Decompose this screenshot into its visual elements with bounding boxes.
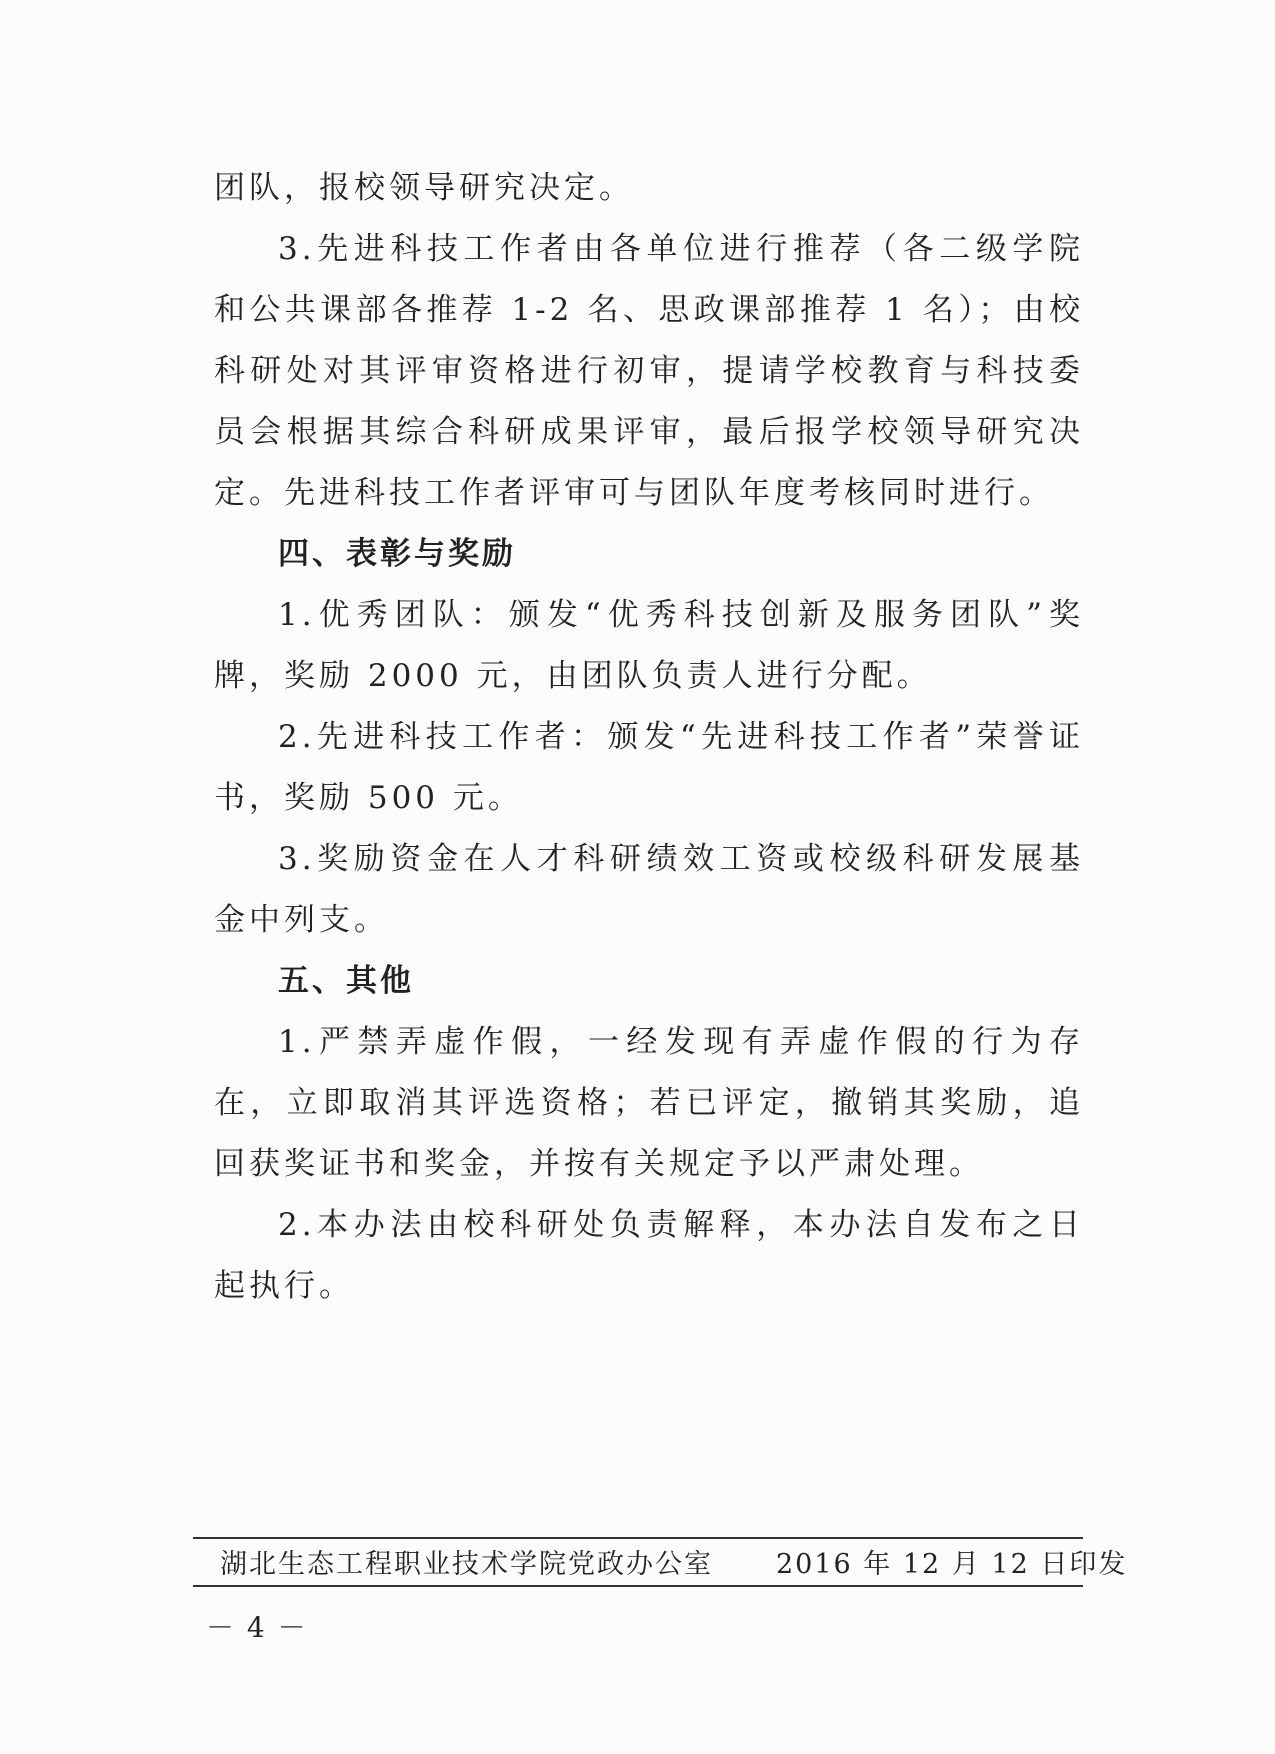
footer-divider-top bbox=[193, 1537, 1083, 1539]
paragraph-no-fraud: 1.严禁弄虚作假，一经发现有弄虚作假的行为存在，立即取消其评选资格；若已评定，撤销其奖励，追回获奖证书和奖金，并按有关规定予以严肃处理。 bbox=[214, 1024, 1084, 1182]
footer-divider-bottom bbox=[193, 1585, 1083, 1587]
paragraph-reward-funding: 3.奖励资金在人才科研绩效工资或校级科研发展基金中列支。 bbox=[214, 841, 1084, 938]
paragraph-reward-worker: 2.先进科技工作者：颁发“先进科技工作者”荣誉证书，奖励 500 元。 bbox=[214, 719, 1084, 816]
paragraph-continuation: 团队，报校领导研究决定。 bbox=[214, 170, 634, 206]
section-heading-other: 五、其他 bbox=[278, 963, 414, 999]
paragraph-item-3-advanced-worker: 3.先进科技工作者由各单位进行推荐（各二级学院和公共课部各推荐 1-2 名、思政课部推荐 1 名）；由校科研处对其评审资格进行初审，提请学校教育与科技委员会根据其综合科研成果评审，最后报学校领导研究决定。先进科技工作者评审可与团队年度考核同时进行。 bbox=[214, 231, 1084, 511]
paragraph-interpretation: 2.本办法由校科研处负责解释，本办法自发布之日起执行。 bbox=[214, 1207, 1084, 1304]
page-number: － 4 － bbox=[206, 1611, 308, 1644]
section-heading-commendation: 四、表彰与奖励 bbox=[278, 536, 516, 572]
footer-issue-date: 2016 年 12 月 12 日印发 bbox=[776, 1549, 1128, 1580]
footer-issuing-office: 湖北生态工程职业技术学院党政办公室 bbox=[220, 1549, 713, 1580]
body-text bbox=[214, 158, 1084, 1317]
paragraph-reward-team: 1.优秀团队：颁发“优秀科技创新及服务团队”奖牌，奖励 2000 元，由团队负责人进行分配。 bbox=[214, 597, 1084, 694]
